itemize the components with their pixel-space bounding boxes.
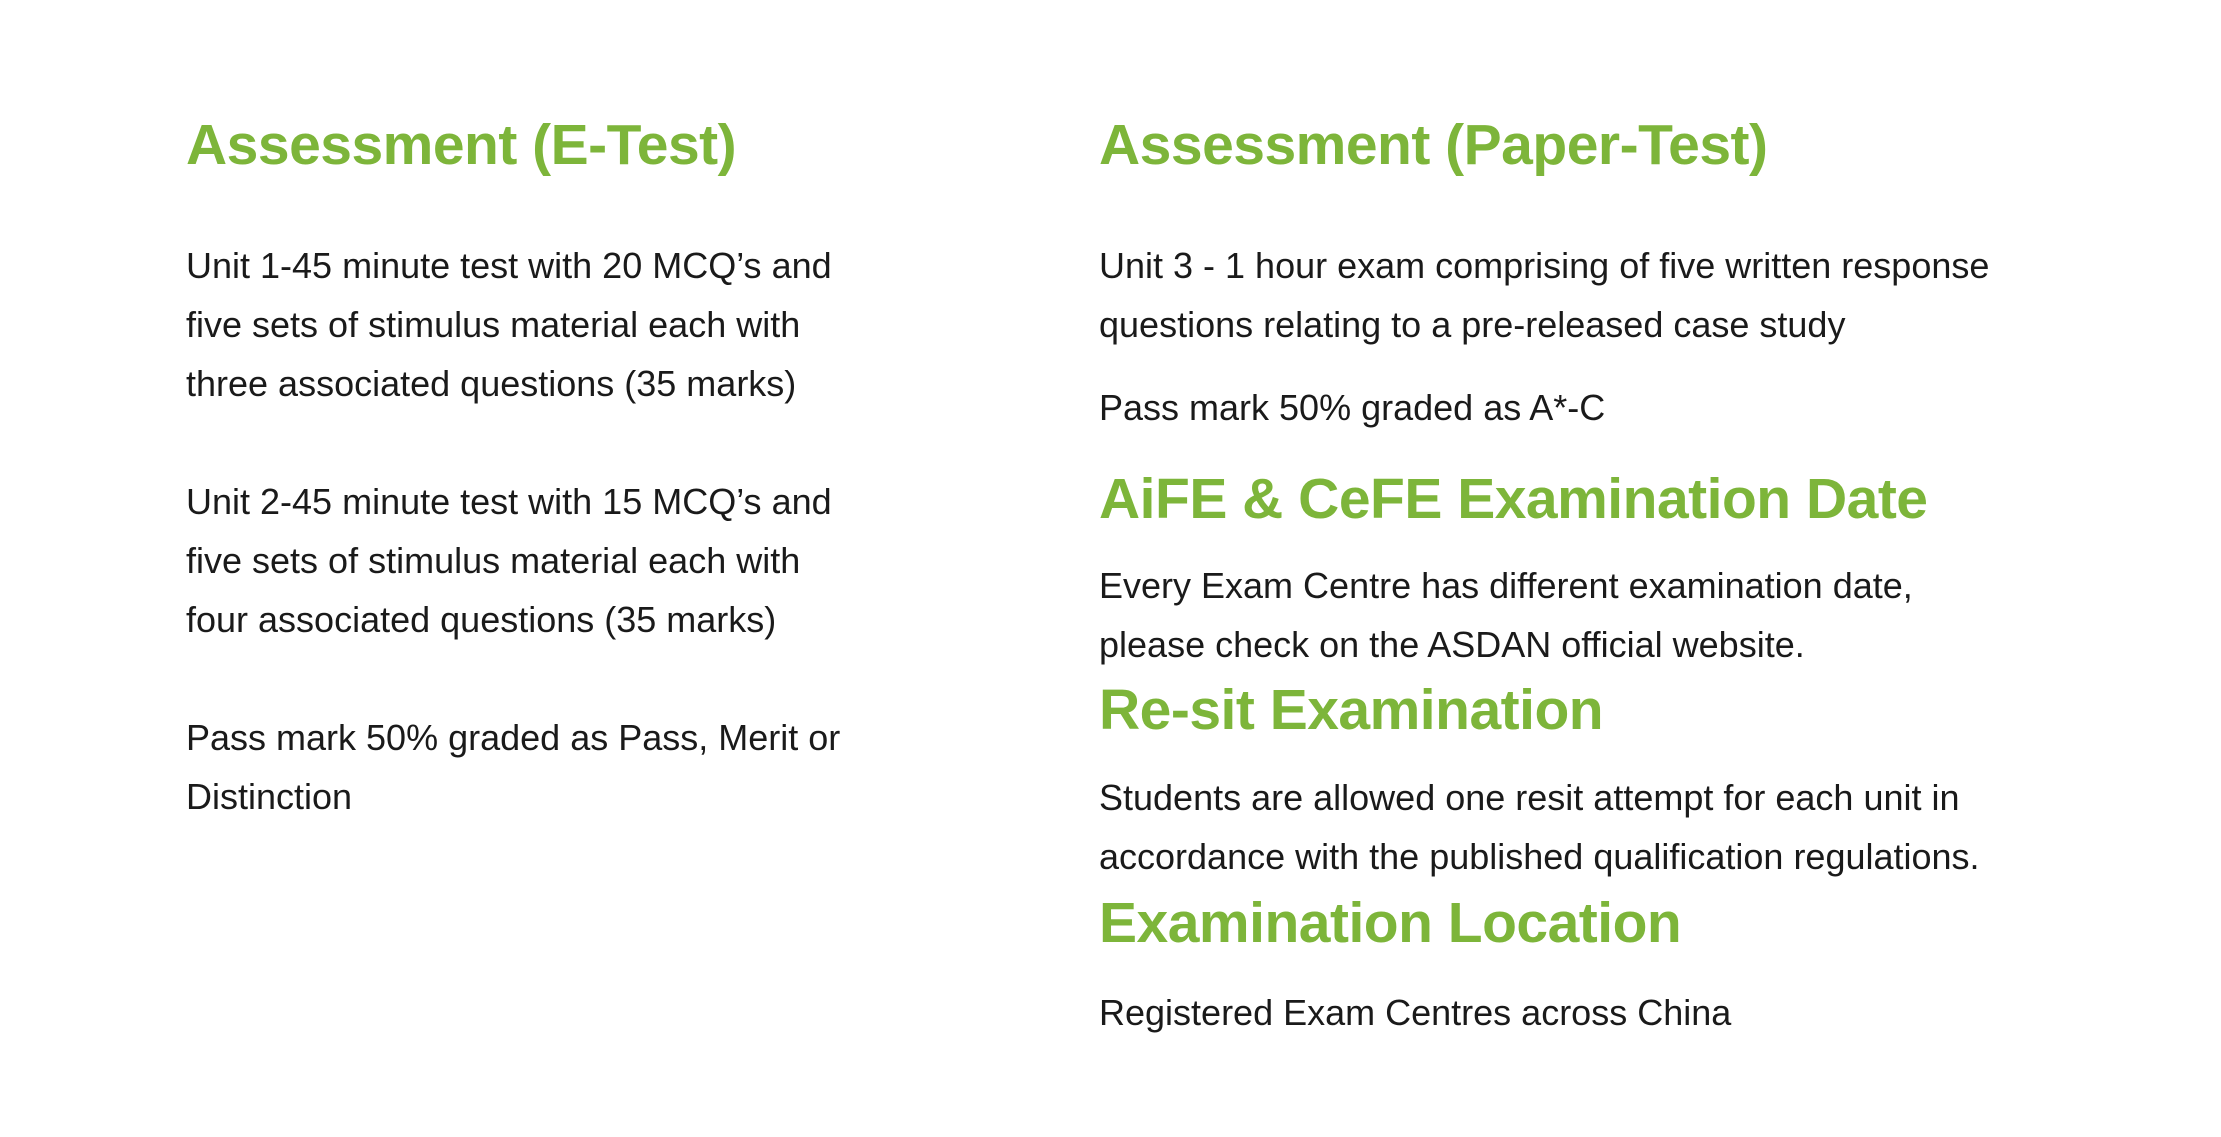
- exam-date-line: Every Exam Centre has different examination date,: [1099, 565, 1913, 606]
- unit3-description: [1099, 236, 1989, 354]
- unit2-description: [186, 472, 832, 649]
- exam-date-text: [1099, 556, 1913, 674]
- location-text: [1099, 983, 1731, 1042]
- resit-heading: Re-sit Examination: [1099, 678, 1604, 742]
- unit1-line: Unit 1-45 minute test with 20 MCQ’s and: [186, 245, 832, 286]
- unit3-line: questions relating to a pre-released case study: [1099, 304, 1846, 345]
- unit1-description: [186, 236, 832, 413]
- paper-test-heading: Assessment (Paper-Test): [1099, 113, 1768, 177]
- unit2-line: four associated questions (35 marks): [186, 599, 777, 640]
- location-heading: Examination Location: [1099, 891, 1682, 955]
- resit-line: accordance with the published qualification regulations.: [1099, 836, 1980, 877]
- exam-date-line: please check on the ASDAN official website.: [1099, 624, 1805, 665]
- etest-heading: Assessment (E-Test): [186, 113, 737, 177]
- etest-pass-mark: [186, 708, 840, 826]
- resit-line: Students are allowed one resit attempt for each unit in: [1099, 777, 1960, 818]
- pass-mark-line: Distinction: [186, 776, 353, 817]
- paper-test-pass-mark: [1099, 378, 1605, 437]
- unit3-line: Unit 3 - 1 hour exam comprising of five written response: [1099, 245, 1990, 286]
- unit2-line: Unit 2-45 minute test with 15 MCQ’s and: [186, 481, 832, 522]
- unit1-line: three associated questions (35 marks): [186, 363, 797, 404]
- pass-mark-line: Pass mark 50% graded as A*-C: [1099, 387, 1606, 428]
- resit-text: [1099, 768, 1980, 886]
- unit2-line: five sets of stimulus material each with: [186, 540, 801, 581]
- exam-date-heading: AiFE & CeFE Examination Date: [1099, 467, 1928, 531]
- location-line: Registered Exam Centres across China: [1099, 992, 1732, 1033]
- unit1-line: five sets of stimulus material each with: [186, 304, 801, 345]
- pass-mark-line: Pass mark 50% graded as Pass, Merit or: [186, 717, 841, 758]
